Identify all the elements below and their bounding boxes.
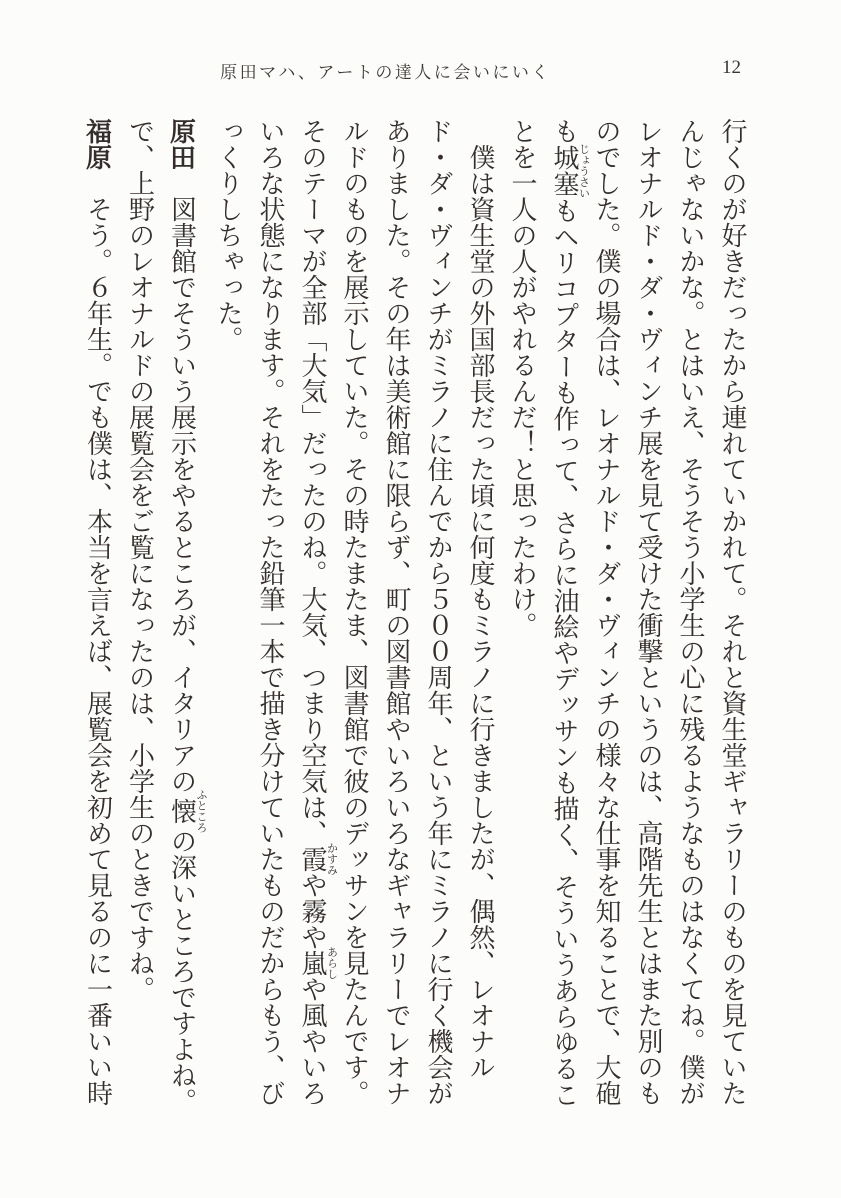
page-number: 12 — [722, 57, 741, 78]
dialogue-paragraph: 福原 そう。６年生。でも僕は、本当を言えば、展覧会を初めて見るのに一番いい時 — [82, 118, 113, 1106]
ruby-annotated-word: 嵐あらし — [298, 946, 338, 980]
ruby-annotated-word: 城塞じょうさい — [550, 143, 590, 199]
paragraph: 僕は資生堂の外国部長だった頃に何度もミラノに行きましたが、偶然、レオナルド・ダ・ヴィンチがミラノに住んでから５００周年、という年にミラノに行く機会がありました。その年は美術館に限らず、町の図書館やいろいろなギャラリーでレオナルドのものを展示していた。その時たまたま、図書館で彼のデッサンを見たんです。そのテーマが全部「大気」だったのね。大気、つまり空気は、霞かすみや霧や嵐あらしや風やいろいろな状態になります。それをたった鉛筆一本で描き分けていたものだからもう、びっくりしちゃった。 — [214, 118, 495, 1106]
paragraph: 行くのが好きだったから連れていかれて。それと資生堂ギャラリーのものを見ていたんじゃないかな。とはいえ、そうそう小学生の心に残るようなものはなくてね。僕がレオナルド・ダ・ヴィンチ展を見て受けた衝撃というのは、高階先生とはまた別のものでした。僕の場合は、レオナルド・ダ・ヴィンチの様々な仕事を知ることで、大砲も城塞じょうさいもヘリコプターも作って、さらに油絵やデッサンも描く、そういうあらゆることを一人の人がやれるんだ！と思ったわけ。 — [508, 118, 747, 1108]
ruby-annotated-word: 霞かすみ — [298, 842, 338, 876]
paragraph: で、上野のレオナルドの展覧会をご覧になったのは、小学生のときですね。 — [125, 118, 155, 1002]
text-body — [77, 118, 754, 1130]
dialogue-paragraph: 原田 図書館でそういう展示をやるところが、イタリアの懐ふところの深いところですよね。 — [166, 118, 207, 1114]
speaker-name: 福原 — [82, 118, 113, 170]
running-head-title: 原田マハ、アートの達人に会いにいく — [220, 63, 551, 82]
speaker-name: 原田 — [166, 118, 197, 170]
ruby-annotated-word: 懐ふところ — [167, 789, 207, 833]
